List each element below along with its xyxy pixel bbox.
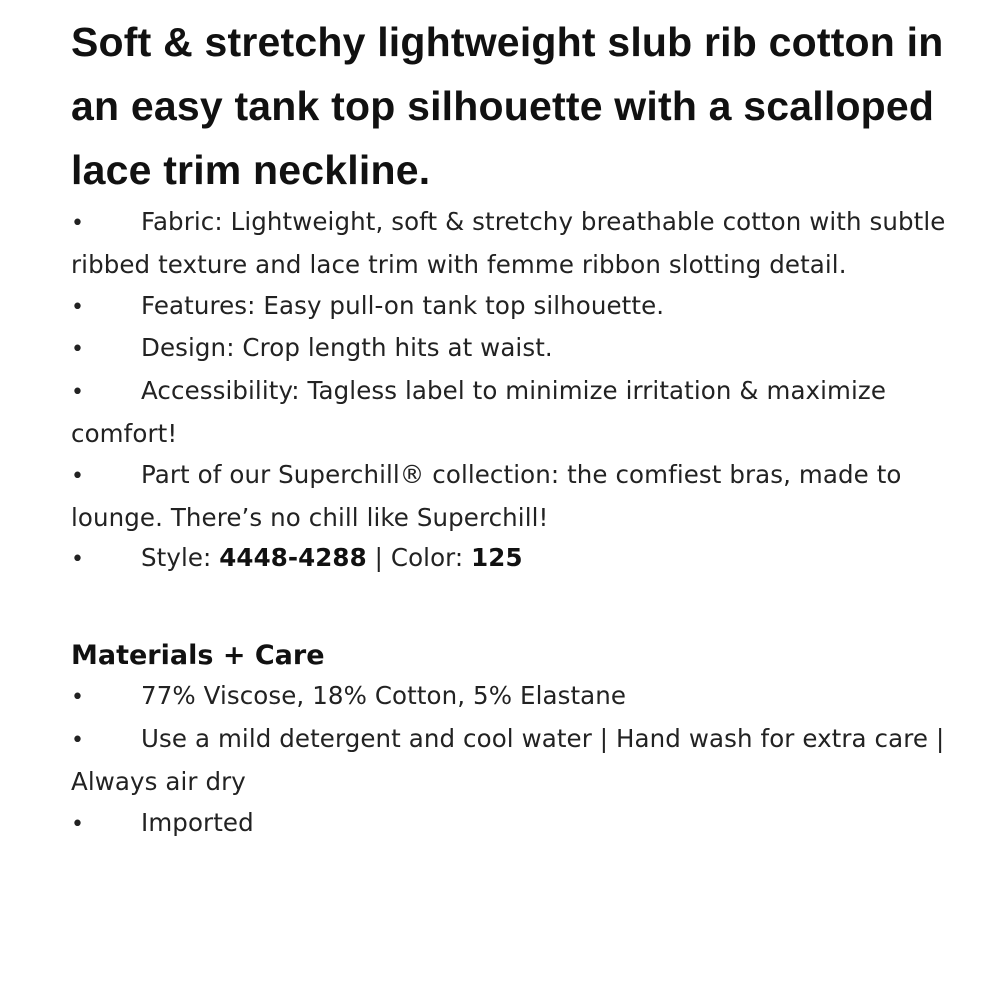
bullet-icon: •: [71, 211, 85, 236]
style-color-line: [71, 538, 951, 581]
feature-design: Design: Crop length hits at waist.: [141, 333, 553, 363]
list-item: [71, 719, 951, 803]
list-item: [71, 328, 951, 371]
feature-collection: Part of our Superchill® collection: the comfiest bras, made to lounge. There’s no chill like Superchill!: [71, 459, 902, 532]
features-list: [71, 202, 951, 581]
materials-care-heading: Materials + Care: [71, 640, 325, 672]
bullet-icon: •: [71, 294, 85, 320]
materials-list: [71, 676, 951, 802]
list-item: [71, 286, 951, 329]
feature-fabric: Fabric: Lightweight, soft & stretchy breathable cotton with subtle ribbed texture and lace trim with femme ribbon slotting detail.: [71, 207, 946, 279]
list-item: [71, 455, 951, 539]
bullet-icon: •: [71, 685, 85, 711]
list-item: [71, 803, 951, 846]
separator: |: [366, 543, 391, 573]
style-number: 4448-4288: [219, 543, 367, 573]
style-label: Style:: [141, 543, 220, 573]
origin-list: [71, 803, 951, 846]
feature-accessibility: Accessibility: Tagless label to minimize irritation & maximize comfort!: [71, 376, 887, 448]
list-item: [71, 202, 951, 286]
product-headline: Soft & stretchy lightweight slub rib cotton in an easy tank top silhouette with a scalloped lace trim neckline.: [71, 19, 944, 193]
product-description: [71, 0, 951, 845]
bullet-icon: •: [71, 547, 85, 573]
origin-imported: Imported: [141, 807, 254, 837]
material-composition: 77% Viscose, 18% Cotton, 5% Elastane: [141, 681, 627, 711]
bullet-icon: •: [71, 811, 85, 837]
list-item: [71, 371, 951, 455]
bullet-icon: •: [71, 727, 85, 753]
care-instructions: Use a mild detergent and cool water | Hand wash for extra care | Always air dry: [71, 723, 945, 796]
bullet-icon: •: [71, 463, 85, 489]
color-number: 125: [471, 543, 523, 573]
color-label: Color:: [390, 543, 472, 573]
bullet-icon: •: [71, 337, 85, 363]
list-item: [71, 676, 951, 719]
feature-features: Features: Easy pull-on tank top silhouette.: [141, 290, 665, 320]
bullet-icon: •: [71, 380, 85, 406]
